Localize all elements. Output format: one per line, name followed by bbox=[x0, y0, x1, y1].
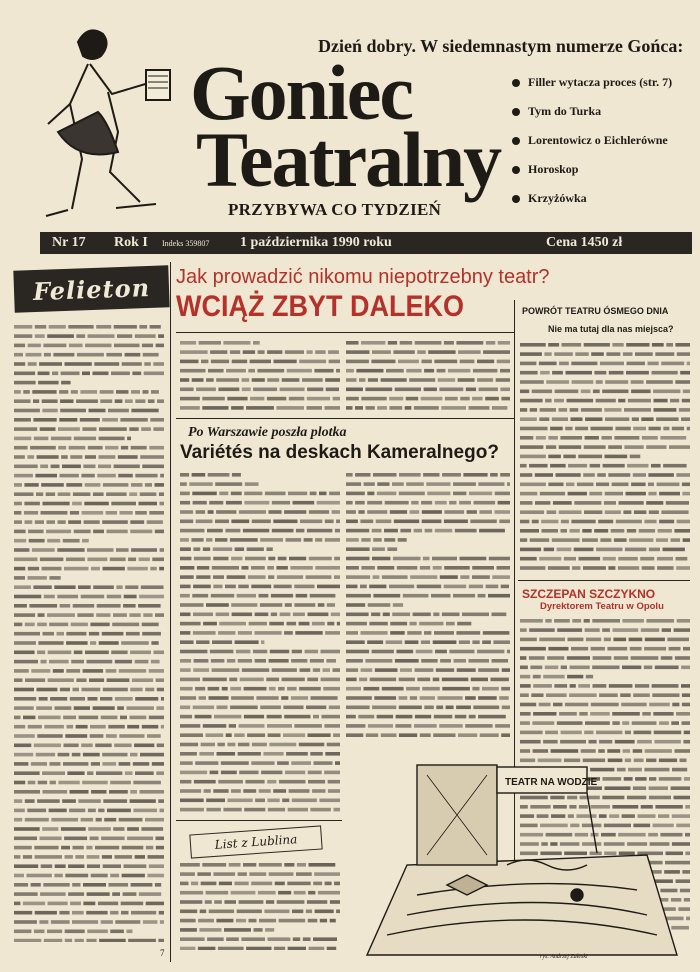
masthead-subtitle: PRZYBYWA CO TYDZIEŃ bbox=[228, 200, 442, 219]
toc-item[interactable]: Tym do Turka bbox=[512, 97, 692, 126]
section-rule bbox=[176, 418, 514, 419]
story3-subhead: Dyrektorem Teatru w Opolu bbox=[540, 601, 664, 612]
cartoon-sign-text: TEATR NA WODZIE bbox=[505, 777, 598, 788]
lead-headline[interactable]: WCIĄŻ ZBYT DALEKO bbox=[176, 290, 464, 323]
bullet-icon bbox=[512, 137, 520, 145]
toc-item[interactable]: Filler wytacza proces (str. 7) bbox=[512, 68, 692, 97]
lead-body-text-col1 bbox=[180, 338, 340, 416]
teatr-na-wodzie-cartoon bbox=[347, 745, 687, 965]
messenger-figure-illustration bbox=[18, 12, 188, 227]
issue-price: Cena 1450 zł bbox=[546, 235, 623, 250]
issue-date: 1 października 1990 roku bbox=[240, 235, 392, 250]
bullet-icon bbox=[512, 195, 520, 203]
issue-info-bar bbox=[40, 232, 692, 254]
lublin-body-text bbox=[180, 860, 340, 950]
headline-rule bbox=[176, 332, 514, 333]
issue-index: Indeks 359807 bbox=[162, 238, 210, 248]
bullet-icon bbox=[512, 166, 520, 174]
story3-headline[interactable]: SZCZEPAN SZCZYKNO bbox=[522, 587, 656, 601]
page-number: 7 bbox=[160, 948, 165, 958]
toc-item[interactable]: Lorentowicz o Eichlerówne bbox=[512, 126, 692, 155]
toc-item[interactable]: Krzyżówka bbox=[512, 184, 692, 213]
lublin-section-label: List z Lublina bbox=[189, 825, 322, 858]
feliton-body-text bbox=[14, 322, 164, 942]
lead-body-text-col2 bbox=[346, 338, 510, 416]
feliton-section-label: Felieton bbox=[13, 265, 169, 312]
section-rule bbox=[518, 580, 690, 581]
toc-item[interactable]: Horoskop bbox=[512, 155, 692, 184]
bullet-icon bbox=[512, 79, 520, 87]
cartoon-credit: rys. Andrzej Zaleski bbox=[540, 954, 588, 960]
column-divider bbox=[170, 262, 171, 962]
story2-body-col2 bbox=[346, 470, 510, 738]
section-rule bbox=[176, 820, 342, 821]
issue-year: Rok I bbox=[114, 235, 148, 250]
story2-kicker: Po Warszawie poszła plotka bbox=[188, 425, 347, 440]
bullet-icon bbox=[512, 108, 520, 116]
sidebar-subhead: Nie ma tutaj dla nas miejsca? bbox=[548, 324, 674, 334]
lead-kicker[interactable]: Jak prowadzić nikomu niepotrzebny teatr? bbox=[176, 266, 550, 288]
story2-body-col1 bbox=[180, 470, 340, 815]
issue-number: Nr 17 bbox=[52, 235, 86, 250]
masthead-title-teatralny: Teatralny bbox=[196, 116, 501, 203]
table-of-contents bbox=[512, 68, 692, 213]
sidebar-body-text bbox=[520, 340, 690, 576]
issue-greeting: Dzień dobry. W siedemnastym numerze Gońca: bbox=[318, 36, 684, 56]
story2-headline[interactable]: Variétés na deskach Kameralnego? bbox=[180, 442, 499, 463]
masthead-title-goniec: Goniec bbox=[190, 49, 412, 136]
sidebar-headline[interactable]: POWRÓT TEATRU ÓSMEGO DNIA bbox=[522, 306, 669, 316]
